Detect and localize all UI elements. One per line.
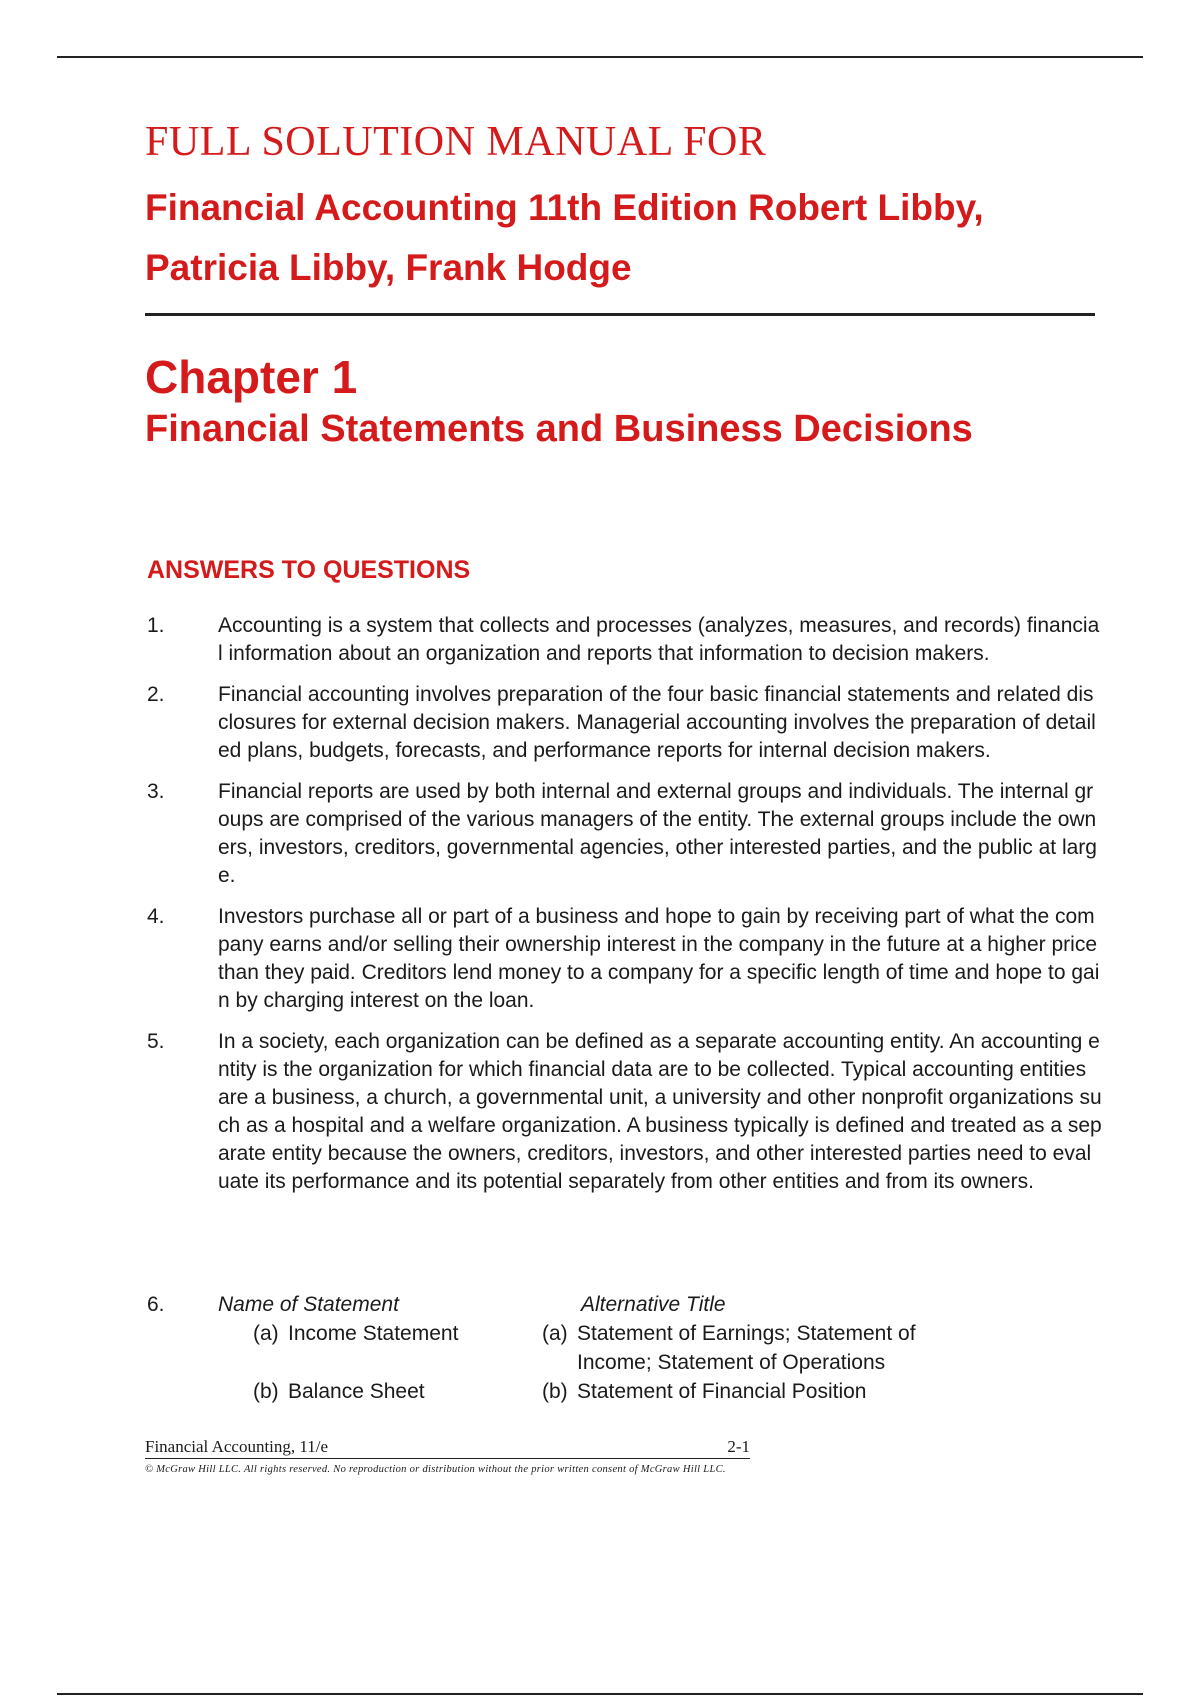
- row-letter: (b): [253, 1380, 279, 1403]
- table-row: [147, 1377, 1102, 1406]
- answer-text: Accounting is a system that collects and processes (analyzes, measures, and records) financial information about an organization and reports that information to decision makers.: [218, 614, 1100, 665]
- answer-number: 2.: [147, 683, 165, 706]
- statement-names-table: [147, 1290, 1102, 1406]
- answers-list: [147, 612, 1102, 1209]
- alt-letter: (a): [542, 1322, 568, 1345]
- answer-text: Financial reports are used by both internal and external groups and individuals. The internal groups are comprised of the various managers of the entity. The external groups include the owners, investors, creditors, governmental agencies, other interested parties, and the public at large.: [218, 780, 1097, 887]
- page-number: 2-1: [727, 1437, 750, 1456]
- column-header-name: Name of Statement: [218, 1293, 399, 1316]
- row-letter: (a): [253, 1322, 279, 1345]
- footer-row: [145, 1437, 750, 1459]
- book-title: Financial Accounting 11th Edition Robert Libby, Patricia Libby, Frank Hodge: [145, 187, 984, 288]
- top-divider: [57, 56, 1143, 58]
- copyright-notice: © McGraw Hill LLC. All rights reserved. No reproduction or distribution without the prior written consent of McGraw Hill LLC.: [145, 1464, 726, 1475]
- chapter-title: Financial Statements and Business Decisions: [145, 408, 973, 450]
- answer-number: 1.: [147, 614, 165, 637]
- footer-book-title: Financial Accounting, 11/e: [145, 1437, 329, 1456]
- answer-number: 6.: [147, 1293, 165, 1316]
- manual-heading: FULL SOLUTION MANUAL FOR: [145, 119, 767, 165]
- table-row: [147, 1319, 1102, 1377]
- statement-name: Balance Sheet: [288, 1380, 425, 1403]
- alternative-title: Statement of Financial Position: [577, 1380, 867, 1403]
- chapter-number: Chapter 1: [145, 351, 358, 403]
- answer-number: 4.: [147, 905, 165, 928]
- answer-item: [147, 903, 1102, 1015]
- answer-text: Investors purchase all or part of a business and hope to gain by receiving part of what the company earns and/or selling their ownership interest in the company in the future at a higher price than they paid. Creditors lend money to a company for a specific length of time and hope to gain by charging interest on the loan.: [218, 905, 1100, 1012]
- page-footer: [145, 1437, 750, 1475]
- statement-name: Income Statement: [288, 1322, 459, 1345]
- statement-table-header: [147, 1290, 1102, 1319]
- answer-text: In a society, each organization can be defined as a separate accounting entity. An accounting entity is the organization for which financial data are to be collected. Typical accounting entities are a business, a church, a governmental unit, a university and other nonprofit organizations such as a hospital and a welfare organization. A business typically is defined and treated as a separate entity because the owners, creditors, investors, and other interested parties need to evaluate its performance and its potential separately from other entities and from its owners.: [218, 1030, 1102, 1193]
- alt-letter: (b): [542, 1380, 568, 1403]
- header-divider: [145, 313, 1095, 316]
- answer-number: 5.: [147, 1030, 165, 1053]
- answer-item: [147, 612, 1102, 668]
- bottom-divider: [57, 1693, 1143, 1695]
- answer-number: 3.: [147, 780, 165, 803]
- answer-item: [147, 681, 1102, 765]
- answer-item: [147, 778, 1102, 890]
- answer-text: Financial accounting involves preparation of the four basic financial statements and related disclosures for external decision makers. Managerial accounting involves the preparation of detailed plans, budgets, forecasts, and performance reports for internal decision makers.: [218, 683, 1096, 762]
- section-heading: ANSWERS TO QUESTIONS: [147, 556, 471, 584]
- column-header-alternative: Alternative Title: [581, 1293, 726, 1316]
- alternative-title: Statement of Earnings; Statement of Income; Statement of Operations: [577, 1322, 916, 1374]
- answer-item: [147, 1028, 1102, 1196]
